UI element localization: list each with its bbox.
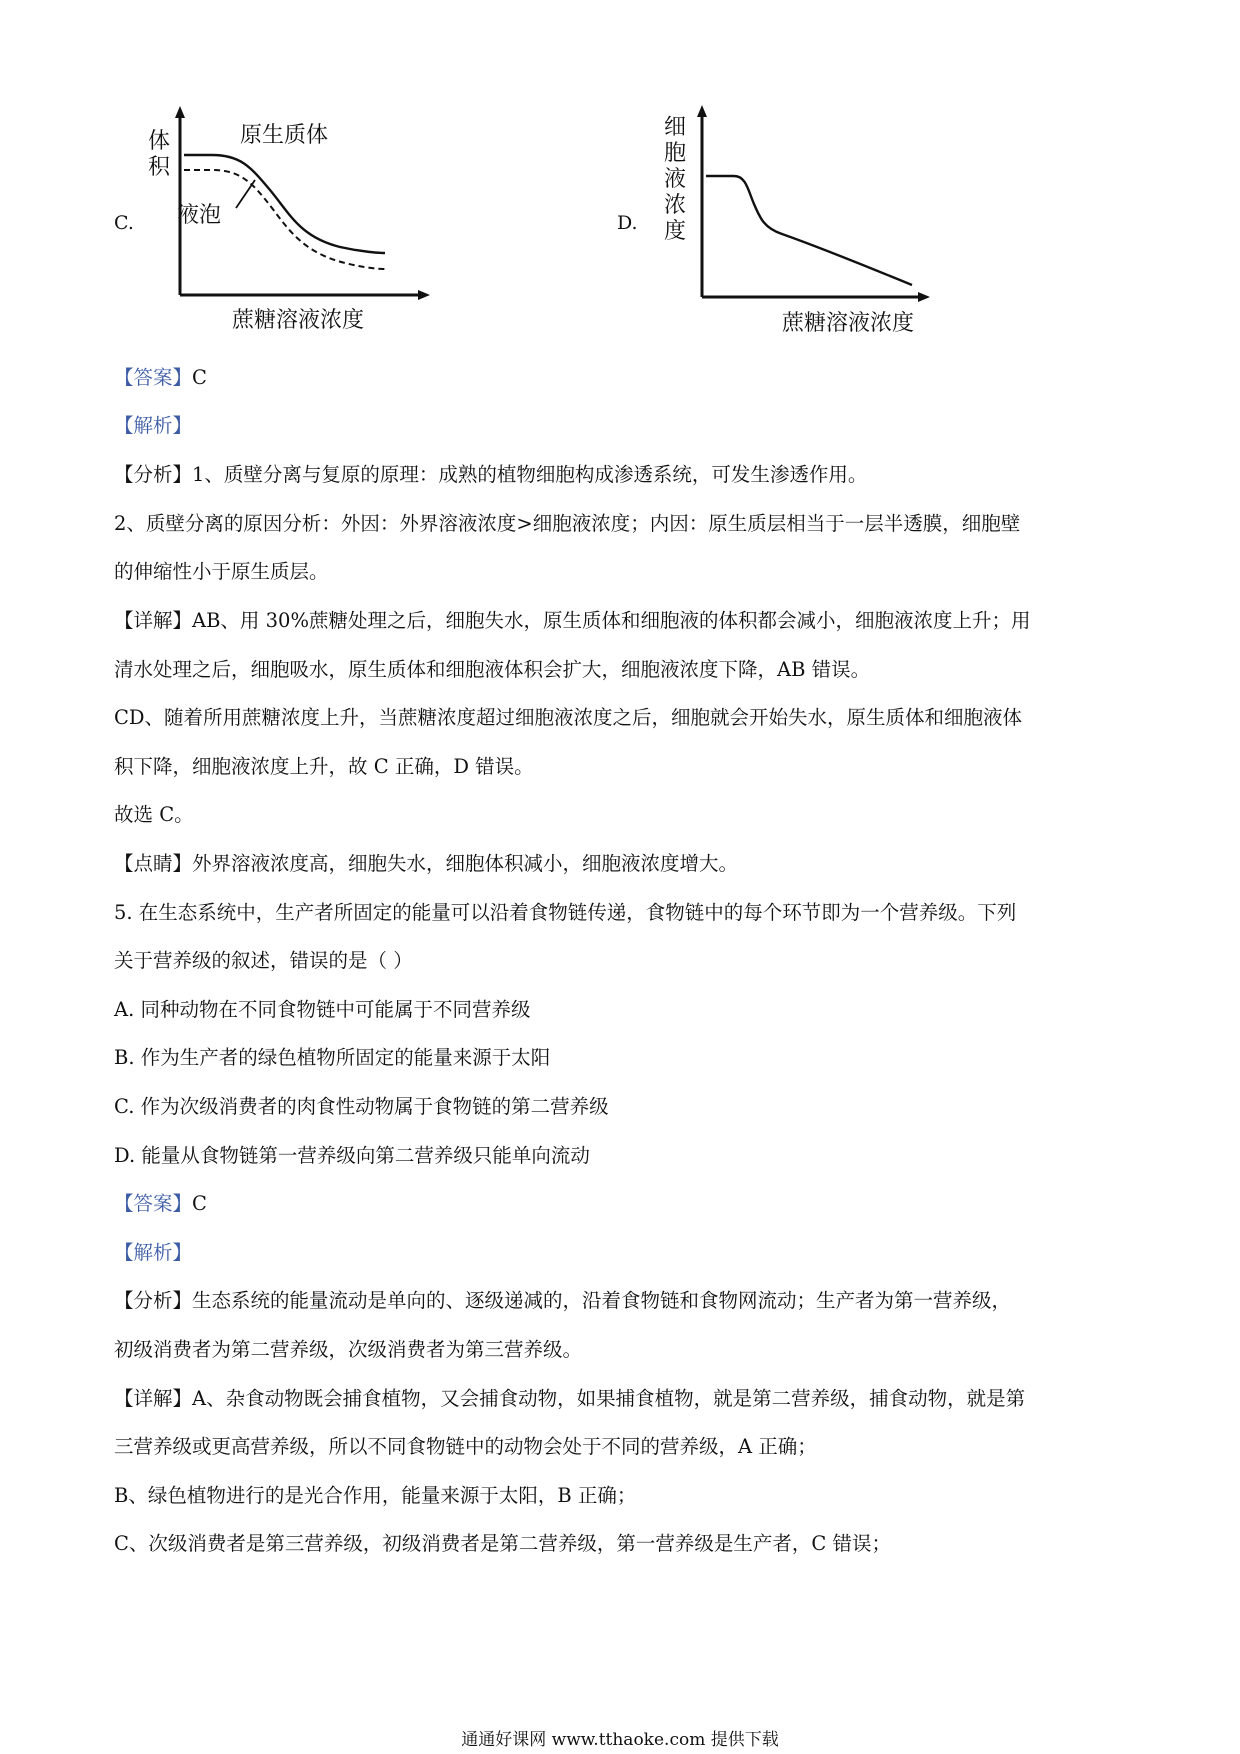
q5-option-c: C. 作为次级消费者的肉食性动物属于食物链的第二营养级 [114,1095,609,1118]
answer-tag: 【答案】 [114,1192,193,1215]
x-axis-arrow [418,290,430,300]
q5-answer-line [114,1190,1134,1218]
y-axis-label-2: 胞 [664,141,687,166]
q5-detail-line-3: B、绿色植物进行的是光合作用，能量来源于太阳，B 正确； [114,1484,637,1507]
y-axis-arrow [175,106,185,118]
fenxi-text: 生态系统的能量流动是单向的、逐级递减的，沿着食物链和食物网流动；生产者为第一营养级， [192,1289,1012,1312]
protoplast-label: 原生质体 [240,123,329,148]
q5-fenxi-line-1 [114,1287,1134,1315]
q4-answer-line [114,364,1134,392]
q4-fenxi-line-3: 的伸缩性小于原生质层。 [114,560,329,583]
graph-d-concentration [656,100,956,335]
x-axis-label: 蔗糖溶液浓度 [232,308,365,332]
concentration-curve [706,176,912,285]
q5-stem-line-2: 关于营养级的叙述，错误的是（ ） [114,949,413,972]
y-axis-label-2: 积 [148,155,171,180]
y-axis-label-4: 浓 [664,193,687,218]
q5-option-a: A. 同种动物在不同食物链中可能属于不同营养级 [114,998,531,1021]
answer-tag: 【答案】 [114,366,193,389]
graph-c-volume [140,102,450,332]
fenxi-text: 1、质壁分离与复原的原理：成熟的植物细胞构成渗透系统，可发生渗透作用。 [192,463,868,486]
detail-text: A、杂食动物既会捕食植物，又会捕食动物，如果捕食植物，就是第二营养级，捕食动物，就是第 [192,1387,1026,1410]
option-d-label: D. [617,212,638,234]
q5-detail-line-2: 三营养级或更高营养级，所以不同食物链中的动物会处于不同的营养级，A 正确； [114,1435,817,1458]
q4-fenxi-line-2: 2、质壁分离的原因分析：外因：外界溶液浓度>细胞液浓度；内因：原生质层相当于一层半透膜，细胞壁 [114,512,1021,535]
detail-text: AB、用 30%蔗糖处理之后，细胞失水，原生质体和细胞液的体积都会减小，细胞液浓度上升；用 [192,609,1031,632]
y-axis-label-5: 度 [664,219,687,244]
option-c-label: C. [114,212,134,234]
fenxi-tag: 【分析】 [114,463,193,486]
x-axis-label: 蔗糖溶液浓度 [782,311,915,335]
q5-option-b: B. 作为生产者的绿色植物所固定的能量来源于太阳 [114,1046,551,1069]
q4-analysis-line [114,412,1134,440]
y-axis-arrow [697,105,707,117]
q5-fenxi-line-2: 初级消费者为第二营养级，次级消费者为第三营养级。 [114,1338,583,1361]
y-axis-label-1: 体 [148,129,171,154]
analysis-tag: 【解析】 [114,414,193,437]
q5-detail-line-1 [114,1385,1134,1413]
page-footer: 通通好课网 www.tthaoke.com 提供下载 [461,1730,779,1750]
x-axis-arrow [918,292,930,302]
q4-comment-line [114,850,1134,878]
q5-option-d: D. 能量从食物链第一营养级向第二营养级只能单向流动 [114,1144,590,1167]
q4-detail-line-4: 积下降，细胞液浓度上升，故 C 正确，D 错误。 [114,755,534,778]
comment-tag: 【点睛】 [114,852,193,875]
detail-tag: 【详解】 [114,1387,193,1410]
q4-fenxi-line-1 [114,461,1134,489]
vacuole-pointer [236,180,255,208]
q4-detail-line-3: CD、随着所用蔗糖浓度上升，当蔗糖浓度超过细胞液浓度之后，细胞就会开始失水，原生质体和细胞液体 [114,706,1023,729]
y-axis-label-3: 液 [664,167,687,192]
q4-conclusion: 故选 C。 [114,803,194,826]
q4-detail-line-2: 清水处理之后，细胞吸水，原生质体和细胞液体积会扩大，细胞液浓度下降，AB 错误。 [114,658,871,681]
q4-detail-line-1 [114,607,1134,635]
comment-text: 外界溶液浓度高，细胞失水，细胞体积减小，细胞液浓度增大。 [192,852,739,875]
q5-detail-line-4: C、次级消费者是第三营养级，初级消费者是第二营养级，第一营养级是生产者，C 错误； [114,1532,892,1555]
q5-analysis-line [114,1239,1134,1267]
vacuole-label: 液泡 [177,203,222,228]
answer-value: C [192,366,207,389]
detail-tag: 【详解】 [114,609,193,632]
y-axis-label-1: 细 [664,115,687,140]
analysis-tag: 【解析】 [114,1241,193,1264]
answer-value: C [192,1192,207,1215]
fenxi-tag: 【分析】 [114,1289,193,1312]
q5-stem-line-1: 5. 在生态系统中，生产者所固定的能量可以沿着食物链传递，食物链中的每个环节即为一个营养级。下列 [114,901,1017,924]
